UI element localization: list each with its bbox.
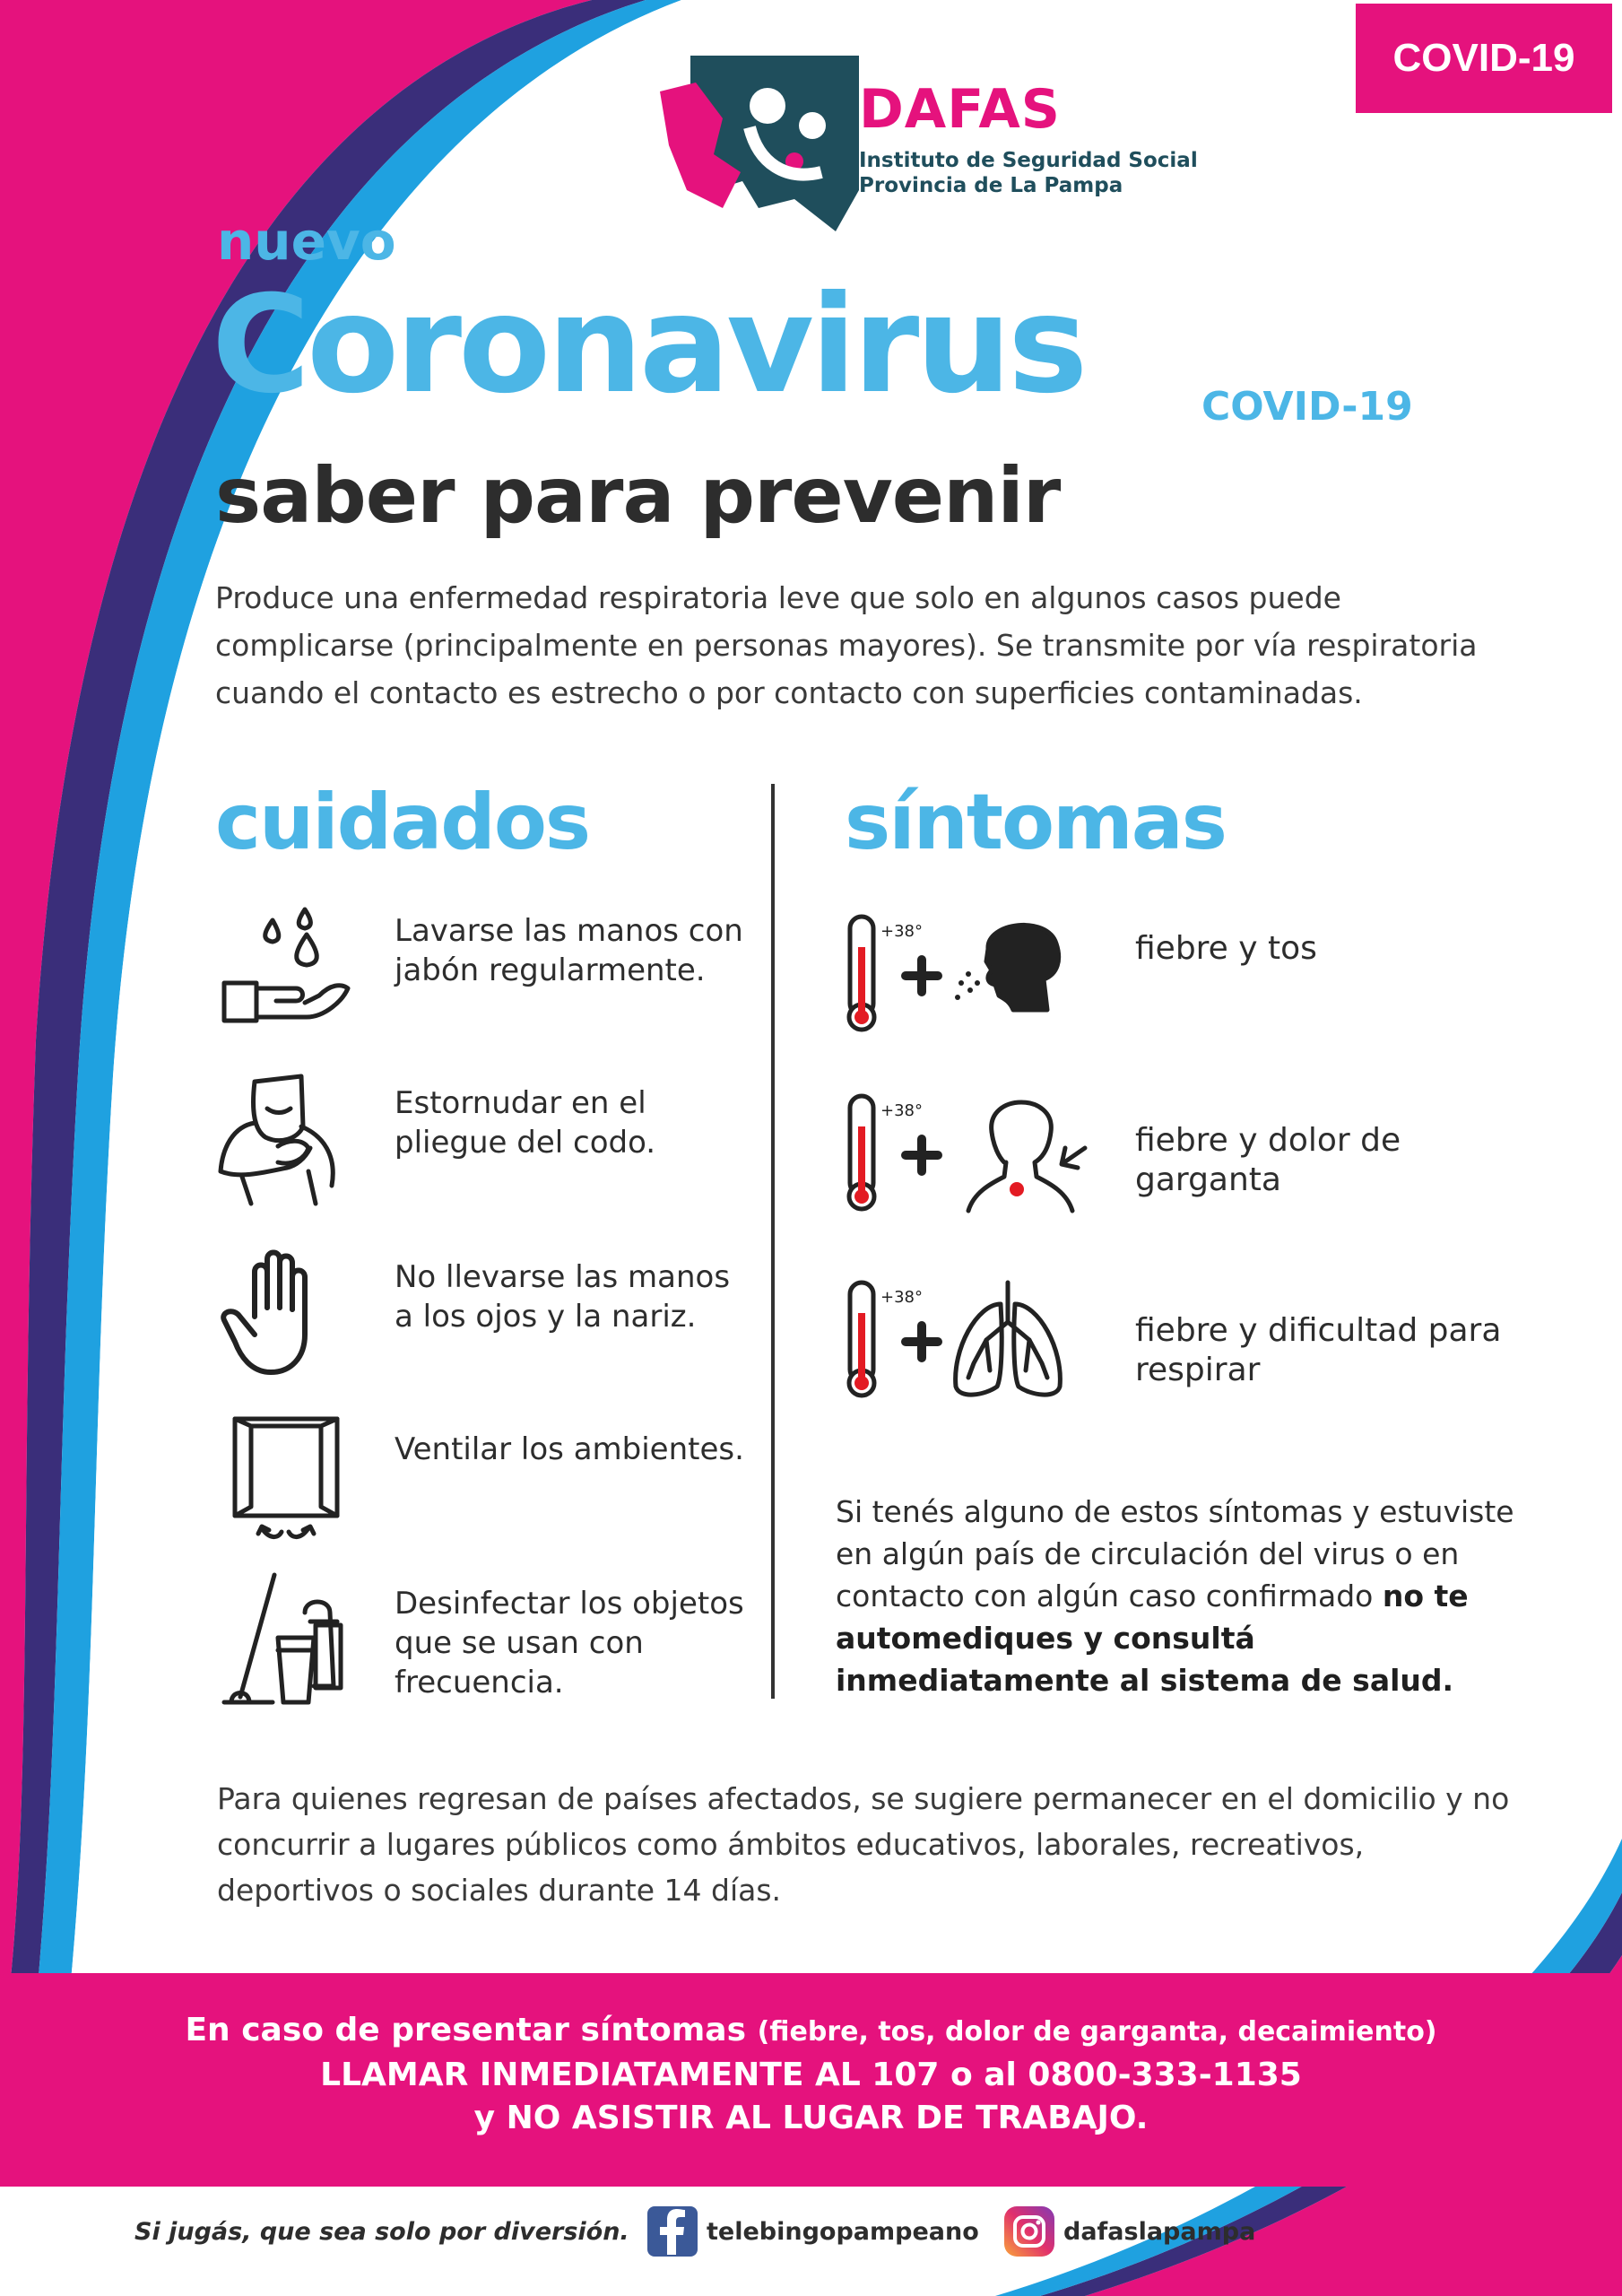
lungs-icon bbox=[843, 1277, 1103, 1403]
travel-recommendation: Para quienes regresan de países afectados, se sugiere permanecer en el domicilio y no concurrir a lugares públicos como ámbitos educativos, laborales, recreativos, deportivos o sociales durante 14 días. bbox=[217, 1781, 1510, 1908]
temperature-label: +38° bbox=[880, 922, 923, 941]
symptom-text-2: fiebre y dolor de garganta bbox=[1135, 1122, 1401, 1198]
sneeze-elbow-icon bbox=[215, 1073, 350, 1207]
alert-line1-detail: (fiebre, tos, dolor de garganta, decaimiento) bbox=[757, 2016, 1437, 2048]
org-name: DAFAS bbox=[859, 78, 1061, 141]
hand-washing-icon bbox=[219, 902, 353, 1037]
symptom-text-3: fiebre y dificultad para respirar bbox=[1135, 1312, 1502, 1388]
sintomas-heading: síntomas bbox=[845, 778, 1226, 867]
alert-text bbox=[0, 2009, 1622, 2140]
org-subtitle-line1: Instituto de Seguridad Social bbox=[859, 149, 1198, 172]
care-text-2: Estornudar en el pliegue del codo. bbox=[395, 1085, 656, 1161]
facebook-link[interactable] bbox=[646, 2199, 979, 2264]
column-divider bbox=[771, 784, 775, 1699]
subtitle: saber para prevenir bbox=[215, 451, 1061, 541]
care-text-1: Lavarse las manos con jabón regularmente. bbox=[395, 913, 743, 988]
cough-icon bbox=[843, 911, 1103, 1037]
dafas-logo-icon bbox=[660, 56, 859, 231]
intro-paragraph: Produce una enfermedad respiratoria leve que solo en algunos casos puede complicarse (principalmente en personas mayores). Se transmite por vía respiratoria cuando el contacto es estrecho o por contacto con superficies contaminadas. bbox=[215, 580, 1478, 710]
cleaning-supplies-icon bbox=[219, 1571, 353, 1706]
covid-badge: COVID-19 bbox=[1356, 4, 1612, 113]
facebook-icon bbox=[646, 2205, 699, 2258]
pretitle: nuevo bbox=[217, 211, 396, 272]
title-suffix: COVID-19 bbox=[1201, 384, 1413, 430]
temperature-label: +38° bbox=[880, 1288, 923, 1307]
alert-line2: LLAMAR INMEDIATAMENTE AL 107 o al 0800-333-1135 bbox=[320, 2057, 1302, 2093]
main-title: Coronavirus bbox=[212, 267, 1085, 423]
symptom-text-1: fiebre y tos bbox=[1135, 930, 1317, 967]
care-text-5: Desinfectar los objetos que se usan con frecuencia. bbox=[395, 1586, 744, 1700]
raised-hand-icon bbox=[219, 1245, 353, 1379]
sore-throat-icon bbox=[843, 1091, 1103, 1216]
alert-line3: y NO ASISTIR AL LUGAR DE TRABAJO. bbox=[473, 2100, 1149, 2136]
open-window-icon bbox=[219, 1413, 353, 1548]
care-text-3: No llevarse las manos a los ojos y la nariz. bbox=[395, 1259, 731, 1335]
advice-normal: Si tenés alguno de estos síntomas y estuviste en algún país de circulación del virus o en contacto con algún caso confirmado bbox=[836, 1494, 1514, 1613]
instagram-handle: dafaslapampa bbox=[1063, 2217, 1256, 2246]
footer-motto: Si jugás, que sea solo por diversión. bbox=[134, 2217, 629, 2246]
facebook-handle: telebingopampeano bbox=[707, 2217, 979, 2246]
cuidados-heading: cuidados bbox=[215, 778, 590, 867]
symptom-advice bbox=[836, 1491, 1517, 1701]
org-subtitle-line2: Provincia de La Pampa bbox=[859, 173, 1123, 197]
care-text-4: Ventilar los ambientes. bbox=[395, 1431, 744, 1467]
advice-bold: no te automediques y consultá inmediatamente al sistema de salud. bbox=[836, 1578, 1469, 1698]
temperature-label: +38° bbox=[880, 1101, 923, 1120]
instagram-icon bbox=[1002, 2205, 1056, 2258]
instagram-link[interactable] bbox=[1002, 2199, 1255, 2264]
alert-line1-main: En caso de presentar síntomas bbox=[185, 2012, 747, 2048]
alert-line1 bbox=[0, 2009, 1622, 2054]
org-subtitle bbox=[859, 149, 1198, 198]
